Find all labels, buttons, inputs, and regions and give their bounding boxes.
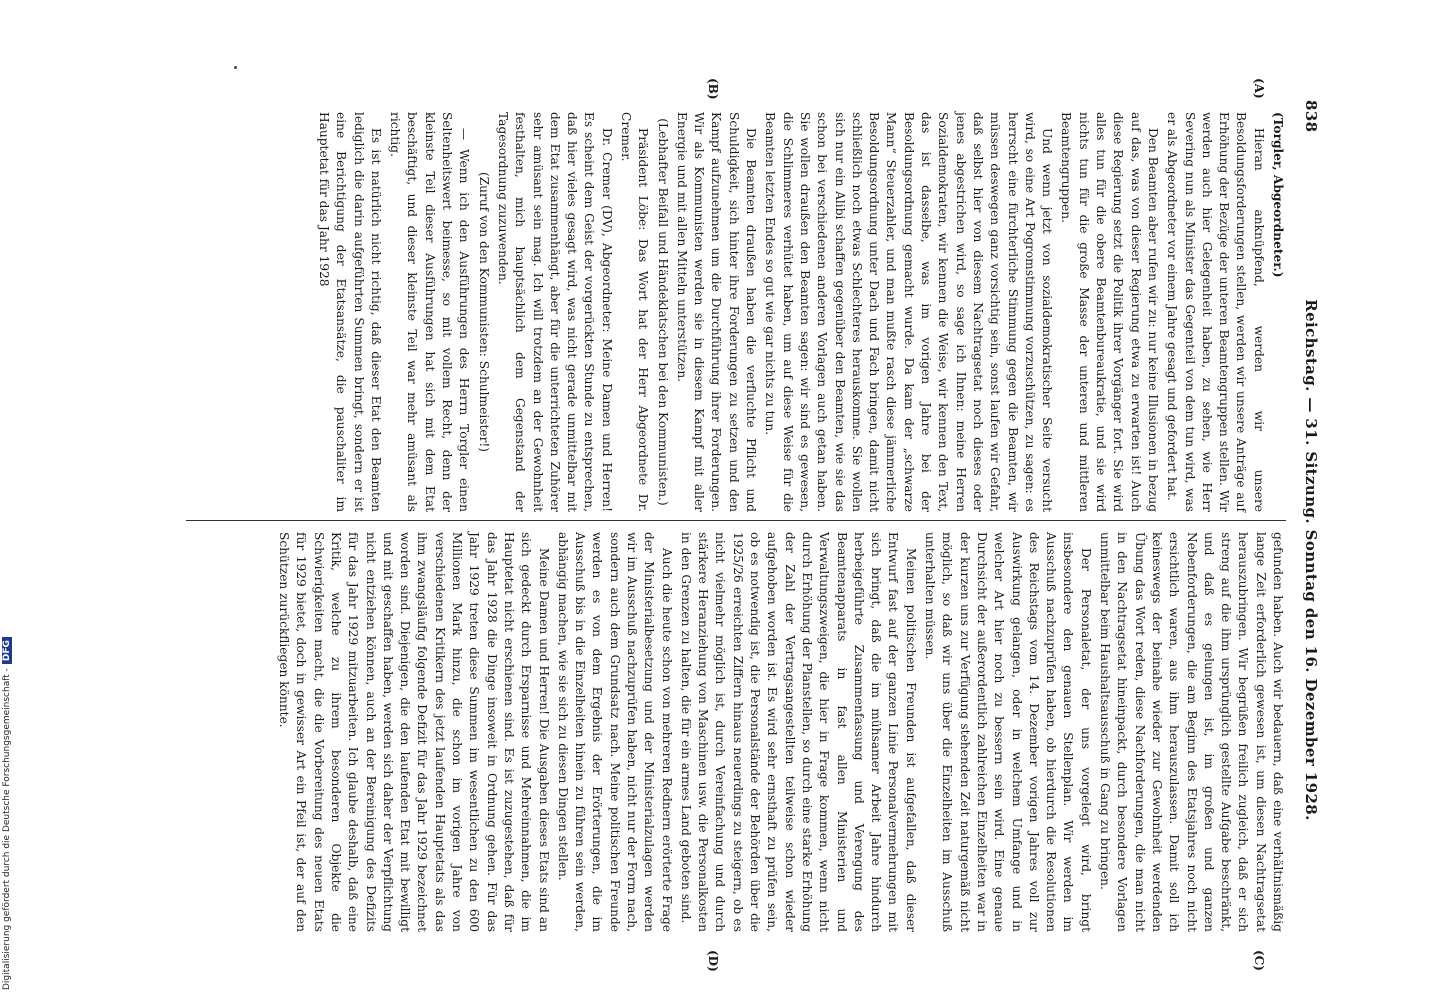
right-column <box>273 532 1286 932</box>
margin-marker-c: (C) <box>1252 950 1266 971</box>
paragraph: gefunden haben. Auch wir bedauern, daß eine verhältnismäßig lange Zeit erforderlich gewesen ist, um diesen Nachtragsetat herauszubringen. Wir begrüßen freilich zugleich, daß er sich streng auf die ihm ursprünglich gestellte Aufgabe beschränkt, und daß es gelungen ist, im großen und ganzen Nebenforderungen, die am Beginn des Etatsjahres noch nicht ersichtlich waren, aus ihm herauszulassen. Damit soll ich keineswegs der beinahe wieder zur Gewohnheit werdenden Übung das Wort reden, diese Nachforderungen, die man nicht in den Nachtragsetat hineinpackt, durch besondere Vorlagen unmittelbar beim Haushaltsausschuß in Gang zu bringen. <box>1098 532 1285 932</box>
digitization-credit <box>2 640 12 990</box>
credit-text: Digitalisierung gefördert durch die Deutsche Forschungsgemeinschaft - <box>2 668 12 990</box>
rotated-document-page <box>110 78 1320 972</box>
margin-marker-d: (D) <box>706 950 720 972</box>
paragraph: Meine Damen und Herren! Die Ausgaben dieses Etats sind an sich gedeckt durch Ersparnisse und Mehreinnahmen, die im Hauptetat nicht erschienen sind. Es ist zuzugestehen, daß für das Jahr 1928 die Dinge insoweit in Ordnung gehen. Für das Jahr 1929 treten diese Summen im wesentlichen zu den 600 Millionen Mark hinzu, die schon im vorigen Jahre von verschiedenen Kritikern des jetzt laufenden Hauptetats als das ihm zwangsläufig folgende Defizit für das Jahr 1929 bezeichnet worden sind. Diejenigen, die den laufenden Etat mit bewilligt und mit geschaffen haben, werden sich daher der Verpflichtung nicht entziehen können, auch an der Bereinigung des Defizits für das Jahr 1929 mitzuarbeiten. Ich glaube deshalb, daß eine Kritik, welche zu ihrem besonderen Objekte die Schwierigkeiten macht, die die Vorbereitung des neuen Etats für 1929 bietet, doch in gewisser Art ein Pfeil ist, der auf den Schützen zurückfliegen könnte. <box>277 532 551 932</box>
paragraph: Den Beamten aber rufen wir zu: nur keine Illusionen in bezug auf das, was von dieser Regierung etwa zu erwarten ist! Auch diese Regierung setzt die Politik ihrer Vorgänger fort. Sie wird alles tun für die obere Beamtenbureaukratie, und sie wird nichts tun für die große Masse der unteren und mittleren Beamtengruppen. <box>1059 112 1160 512</box>
paragraph: Meinen politischen Freunden ist aufgefallen, daß dieser Entwurf fast auf der ganzen Linie Personalvermehrungen mit sich bringt, daß die im mühsamer Arbeit Jahre hindurch herbeigeführte Zusammenfassung und Verengung des Beamtenapparats in fast allen Ministerien und Verwaltungszweigen, die hier in Frage kommen, wenn nicht durch Erhöhung der Planstellen, so durch eine starke Erhöhung der Zahl der Vertragsangestellten teilweise schon wieder aufgehoben worden ist. Es wird sehr ernsthaft zu prüfen sein, ob es notwendig ist, die Personalstände der Behörden über die 1925/26 erreichten Ziffern hinaus neuerdings zu steigern, ob es nicht vielmehr möglich ist, durch Vereinfachung und durch stärkere Heranziehung von Maschinen usw. die Personalkosten in den Grenzen zu halten, die für ein armes Land geboten sind. <box>678 532 918 932</box>
page-number: 838 <box>1302 100 1320 133</box>
paragraph: Der Personaletat, der uns vorgelegt wird, bringt insbesondere den genauen Stellenplan. Wir werden im Ausschuß nachzuprüfen haben, ob hierdurch die Resolutionen des Reichstags vom 14. Dezember vorigen Jahres voll zur Auswirkung gelangen, oder in welchem Umfange und in welcher Art hier noch zu bessern sein wird. Eine genaue Durchsicht der außerordentlich zahlreichen Einzelheiten war in der kurzen uns zur Verfügung stehenden Zeit naturgemäß nicht möglich, so daß wir uns über die Einzelheiten im Ausschuß unterhalten müssen. <box>923 532 1093 932</box>
paragraph: Und wenn jetzt von sozialdemokratischer Seite versucht wird, so eine Art Pogromstimmung vorzuschützen, zu sagen: es herrscht eine fürchterliche Stimmung gegen die Beamten, wir müssen deswegen ganz vorsichtig sein, sonst laufen wir Gefahr, daß selbst hier von diesem Nachtragsetat noch dieses oder jenes abgestrichen wird, so sage ich Ihnen: meine Herren Sozialdemokraten, wir kennen die Weise, wir kennen den Text, das ist dasselbe, was im vorigen Jahre bei der Besoldungsordnung gemacht wurde. Da kam der „schwarze Mann“ Steuerzahler, und man mußte rasch diese jämmerliche Besoldungsordnung unter Dach und Fach bringen, damit nicht schließlich noch etwas Schlechteres herauskomme. Sie wollen sich nur ein Alibi schaffen gegenüber den Beamten, wie sie das schon bei verschiedenen anderen Vorlagen auch getan haben. Sie wollen draußen den Beamten sagen: wir sind es gewesen, die Schlimmeres verhütet haben, um auf diese Weise für die Beamten letzten Endes so gut wie gar nichts zu tun. <box>763 112 1055 512</box>
paragraph: Es ist natürlich nicht richtig, daß dieser Etat den Beamten lediglich die darin aufgeführten Summen bringt, sondern er ist eine Berichtigung der Etatsansätze, die pauschaliter im Hauptetat für das Jahr 1928 <box>316 112 383 512</box>
margin-marker-b: (B) <box>706 78 720 100</box>
interjection-note: (Zuruf von den Kommunisten: Schulmeister!) <box>476 171 491 453</box>
paragraph: Hieran anknüpfend, werden wir unsere Besoldungsforderungen stellen, werden wir unsere Anträge auf Erhöhung der Bezüge der unteren Beamtengruppen stellen. Wir werden auch hier Gelegenheit haben, zu sehen, wie Herr Severing nun als Minister das Gegenteil von dem tun wird, was er als Abgeordneter vor einem Jahre gesagt und gefordert hat. <box>1165 112 1266 512</box>
page-header <box>1296 100 1320 970</box>
paragraph: Dr. Cremer (DV), Abgeordneter: Meine Damen und Herren! Es scheint dem Geist der vorgerückten Stunde zu entsprechen, daß hier vieles gesagt wird, was nicht gerade unmittelbar mit dem Etat zusammenhängt, aber für die unterrichteten Zuhörer sehr amüsant sein mag. Ich will trotzdem an der Gewohnheit festhalten, mich hauptsächlich dem Gegenstand der Tagesordnung zuzuwenden. <box>495 112 614 512</box>
applause-note: (Lebhafter Beifall und Händeklatschen bei den Kommunisten.) <box>655 118 670 506</box>
left-column <box>313 112 1286 512</box>
column-divider <box>186 520 1286 521</box>
paragraph: Auch die heute schon von mehreren Rednern erörterte Frage der Ministerialbesetzung und der Ministerialzulagen werden wir im Ausschuß nachzuprüfen haben, nicht nur der Form nach, sondern auch dem Grundsatz nach. Meine politischen Freunde werden es von dem Ergebnis der Erörterungen, die im Ausschuß bis in die Einzelheiten hinein zu führen sein werden, abhängig machen, wie sie sich zu diesen Dingen stellen. <box>555 532 674 932</box>
page-title: Reichstag. — 31. Sitzung. Sonntag den 16. Dezember 1928. <box>1302 299 1320 821</box>
dfg-logo: DFG <box>2 637 12 664</box>
speaker-line: (Torgler, Abgeordneter.) <box>1271 112 1285 278</box>
paragraph: — Wenn ich den Ausführungen des Herrn Torgler einen Seltenheitswert beimesse, so mit vollem Recht, denn der kleinste Teil dieser Ausführungen hat sich mit dem Etat beschäftigt, und dieser kleinste Teil war mehr amüsant als richtig. <box>388 112 472 512</box>
president-line: Präsident Löbe: Das Wort hat der Herr Abgeordnete Dr. Cremer. <box>619 112 651 512</box>
scan-speck <box>234 66 237 69</box>
paragraph: Die Beamten draußen haben die verfluchte Pflicht und Schuldigkeit, sich hinter ihre Forderungen zu setzen und den Kampf aufzunehmen um die Durchführung ihrer Forderungen. Wir als Kommunisten werden sie in diesem Kampf mit aller Energie und mit allen Mitteln unterstützen. <box>674 112 759 512</box>
margin-marker-a: (A) <box>1252 78 1266 99</box>
